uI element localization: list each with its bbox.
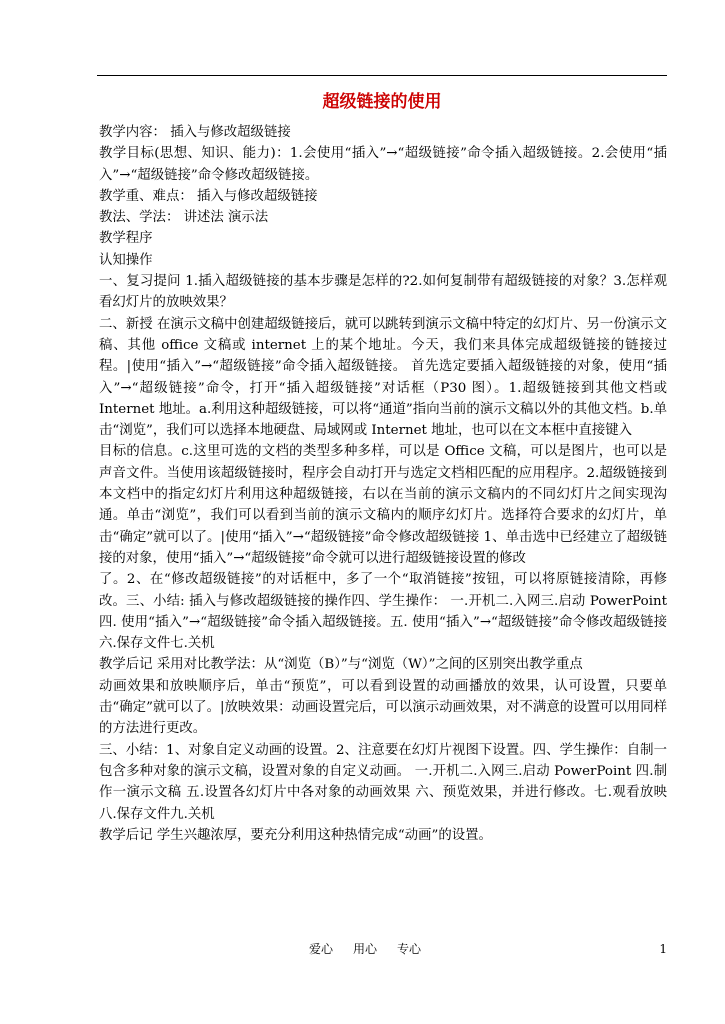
paragraph-teaching-goals: 教学目标(思想、知识、能力)：1.会使用“插入”→“超级链接”命令插入超级链接。2.会使用“插入”→“超级链接”命令修改超级链接。: [99, 146, 667, 183]
paragraph-key-points: 教学重、难点： 插入与修改超级链接: [99, 188, 318, 204]
paragraph-teaching-notes-2: 教学后记 学生兴趣浓厚，要充分利用这种热情完成“动画”的设置。: [99, 827, 492, 843]
footer-motto-word: 爱心: [309, 942, 334, 956]
paragraph-methods: 教法、学法： 讲述法 演示法: [99, 210, 269, 226]
document-body: [99, 122, 667, 846]
document-title: 超级链接的使用: [322, 92, 442, 112]
footer-motto-word: 用心: [353, 942, 378, 956]
paragraph-modify-link: 了。2、在“修改超级链接”的对话框中，多了一个“取消链接”按钮，可以将原链接清除，再修改。三、小结: 插入与修改超级链接的操作四、学生操作： 一.开机二.入网三.启动 PowerPoint 四. 使用“插入”→“超级链接”命令插入超级链接。五. 使用“插入”→“超级链接”命令修改超级链接六.保存文件七.关机: [99, 572, 667, 652]
paragraph-summary-animation: 三、小结：1、对象自定义动画的设置。2、注意要在幻灯片视图下设置。四、学生操作：自制一包含多种对象的演示文稿，设置对象的自定义动画。 一.开机二.入网三.启动 PowerPoint 四.制作一演示文稿 五.设置各幻灯片中各对象的动画效果 六、预览效果，并进行修改。七.观看放映八.保存文件九.关机: [99, 742, 667, 822]
paragraph-teaching-content: 教学内容： 插入与修改超级链接: [99, 125, 291, 140]
paragraph-target-info: 目标的信息。c.这里可选的文档的类型多种多样，可以是 Office 文稿，可以是图片，也可以是声音文件。当使用该超级链接时，程序会自动打开与选定文档相匹配的应用程序。2.超级链接到本文档中的指定幻灯片利用这种超级链接，右以在当前的演示文稿内的不同幻灯片之间实现沟通。单击“浏览”，我们可以看到当前的演示文稿内的顺序幻灯片。选择符合要求的幻灯片，单击“确定”就可以了。|使用“插入”→“超级链接”命令修改超级链接 1、单击选中已经建立了超级链接的对象，使用“插入”→“超级链接”命令就可以进行超级链接设置的修改: [99, 444, 667, 566]
header-rule: [97, 75, 667, 76]
paragraph-review-questions: 一、复习提问 1.插入超级链接的基本步骤是怎样的?2.如何复制带有超级链接的对象？3.怎样观看幻灯片的放映效果？: [99, 274, 667, 311]
paragraph-cognitive-operation: 认知操作: [99, 252, 153, 268]
paragraph-new-lesson: 二、新授 在演示文稿中创建超级链接后，就可以跳转到演示文稿中特定的幻灯片、另一份演示文稿、其他 office 文稿或 internet 上的某个地址。今天，我们来具体完成超级链接的链接过程。|使用“插入”→“超级链接”命令插入超级链接。 首先选定要插入超级链接的对象，使用“插入”→“超级链接”命令，打开“插入超级链接”对话框（P30 图）。1.超级链接到其他文档或 Internet 地址。a.利用这种超级链接，可以将“通道”指向当前的演示文稿以外的其他文档。b.单击“浏览”，我们可以选择本地硬盘、局域网或 Internet 地址，也可以在文本框中直接键入: [99, 316, 667, 439]
page-footer: [97, 939, 667, 961]
footer-motto: [309, 939, 441, 959]
footer-motto-word: 专心: [397, 942, 422, 956]
paragraph-animation-preview: 动画效果和放映顺序后，单击“预览”，可以看到设置的动画播放的效果，认可设置，只要单击“确定”就可以了。|放映效果：动画设置完后，可以演示动画效果，对不满意的设置可以用同样的方法进行更改。: [99, 678, 667, 737]
paragraph-teaching-notes-1: 教学后记 采用对比教学法：从“浏览（B）”与“浏览（W）”之间的区别突出教学重点: [99, 657, 583, 673]
paragraph-procedure-heading: 教学程序: [99, 231, 153, 247]
page-number: 1: [659, 942, 667, 956]
